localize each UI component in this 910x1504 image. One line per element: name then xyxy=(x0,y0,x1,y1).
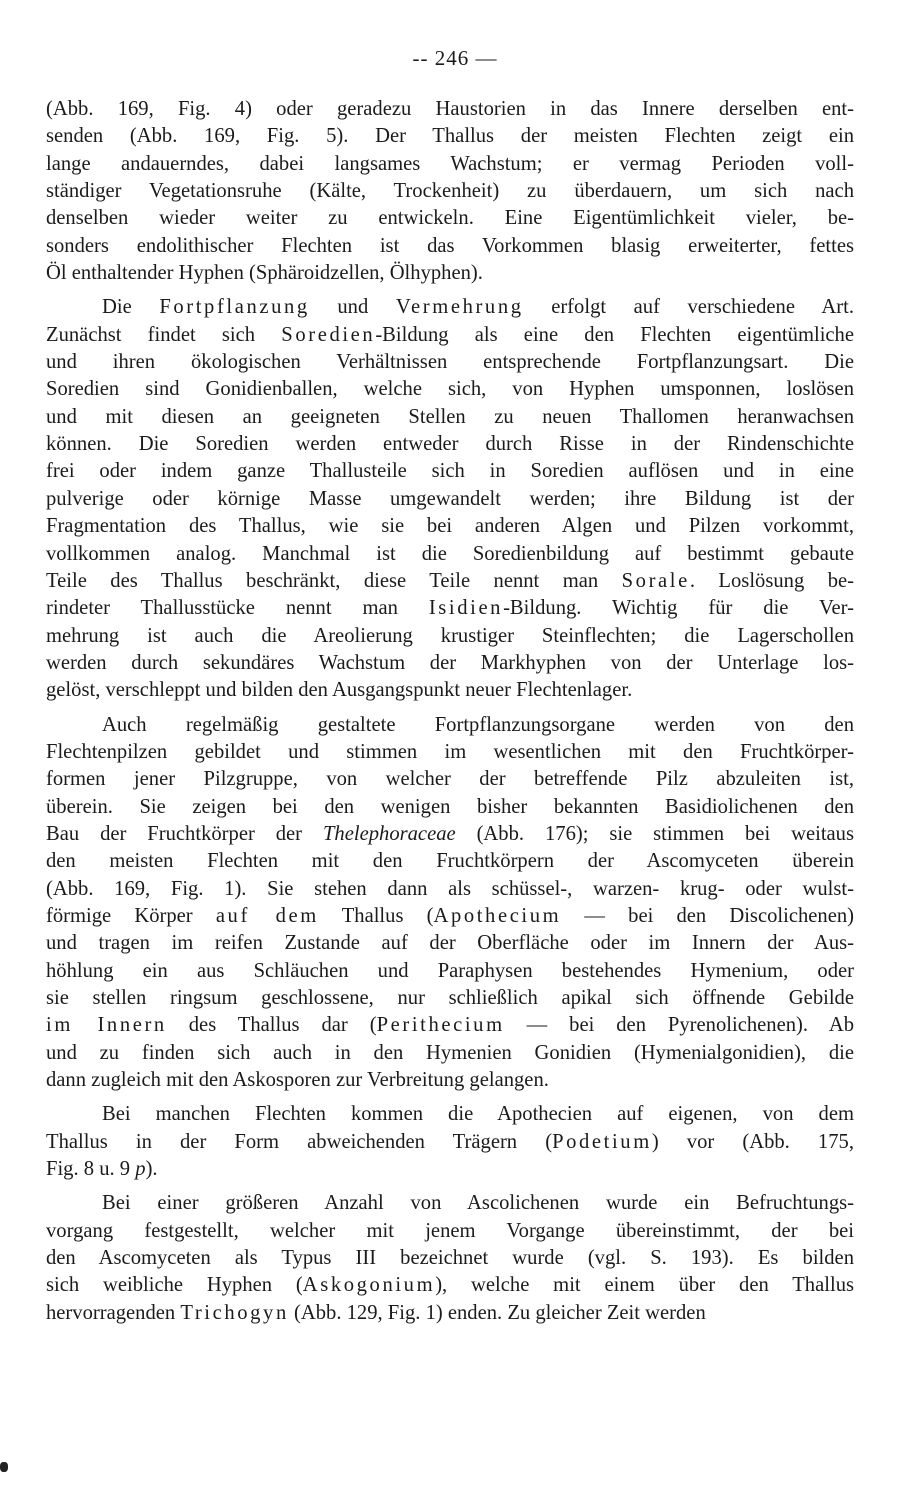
paragraph xyxy=(46,294,854,704)
text-line: Teile des Thallus beschränkt, diese Teile nennt man Sorale. Loslösung be- xyxy=(46,569,854,592)
text-line: senden (Abb. 169, Fig. 5). Der Thallus der meisten Flechten zeigt ein xyxy=(46,125,854,148)
text-line: Soredien sind Gonidienballen, welche sich, von Hyphen umsponnen, loslösen xyxy=(46,378,854,401)
text-line: den Ascomyceten als Typus III bezeichnet wurde (vgl. S. 193). Es bilden xyxy=(46,1247,854,1270)
text-line: formen jener Pilzgruppe, von welcher der betreffende Pilz abzuleiten ist, xyxy=(46,768,854,791)
emphasized-term: auf dem xyxy=(215,904,319,927)
emphasized-term: Perithecium xyxy=(376,1014,505,1037)
text-line: Öl enthaltender Hyphen (Sphäroidzellen, Ölhyphen). xyxy=(46,262,483,285)
text-line: im Innern des Thallus dar (Perithecium — bei den Pyrenolichenen). Ab xyxy=(46,1014,854,1037)
text-line: lange andauerndes, dabei langsames Wachstum; er vermag Perioden voll- xyxy=(46,152,854,175)
text-line: (Abb. 169, Fig. 1). Sie stehen dann als schüssel-, warzen- krug- oder wulst- xyxy=(46,877,854,900)
text-line: höhlung ein aus Schläuchen und Paraphysen bestehendes Hymenium, oder xyxy=(46,959,854,982)
text-line: sonders endolithischer Flechten ist das Vorkommen blasig erweiterter, fettes xyxy=(46,234,854,257)
text-line: den meisten Flechten mit den Fruchtkörpern der Ascomyceten überein xyxy=(46,850,854,873)
emphasized-term: Trichogyn xyxy=(180,1301,289,1324)
paragraph xyxy=(46,96,854,287)
text-line: Die Fortpflanzung und Vermehrung erfolgt auf verschiedene Art. xyxy=(102,296,854,319)
text-line: überein. Sie zeigen bei den wenigen bisher bekannten Basidiolichenen den xyxy=(46,795,854,818)
emphasized-term: im Innern xyxy=(46,1014,167,1037)
text-line: (Abb. 169, Fig. 4) oder geradezu Haustorien in das Innere derselben ent- xyxy=(46,98,854,120)
text-line: Zunächst findet sich Soredien-Bildung als eine den Flechten eigentümliche xyxy=(46,323,854,346)
text-line: und mit diesen an geeigneten Stellen zu neuen Thallomen heranwachsen xyxy=(46,405,854,428)
emphasized-term: Sorale xyxy=(621,569,690,592)
emphasized-term: Podetium xyxy=(552,1130,652,1153)
text-line: hervorragenden Trichogyn (Abb. 129, Fig. 1) enden. Zu gleicher Zeit werden xyxy=(46,1301,706,1324)
text-line: Thallus in der Form abweichenden Trägern (Podetium) vor (Abb. 175, xyxy=(46,1130,854,1153)
italic-term: p xyxy=(135,1158,146,1181)
text-line: frei oder indem ganze Thallusteile sich in Soredien auflösen und in eine xyxy=(46,460,854,483)
text-line: Fragmentation des Thallus, wie sie bei anderen Algen und Pilzen vorkommt, xyxy=(46,515,854,538)
text-line: vollkommen analog. Manchmal ist die Soredienbildung auf bestimmt gebaute xyxy=(46,542,854,565)
text-line: mehrung ist auch die Areolierung krustiger Steinflechten; die Lagerschollen xyxy=(46,624,854,647)
scan-speck xyxy=(0,1462,8,1472)
paragraph xyxy=(46,1101,854,1183)
emphasized-term: Isidien xyxy=(428,597,504,620)
text-line: sich weibliche Hyphen (Askogonium), welche mit einem über den Thallus xyxy=(46,1274,854,1297)
text-line: vorgang festgestellt, welcher mit jenem Vorgange übereinstimmt, der bei xyxy=(46,1219,854,1242)
text-line: dann zugleich mit den Askosporen zur Verbreitung gelangen. xyxy=(46,1069,549,1092)
text-line: Bei manchen Flechten kommen die Apothecien auf eigenen, von dem xyxy=(102,1103,854,1126)
emphasized-term: Askogonium xyxy=(302,1274,436,1297)
text-line: Fig. 8 u. 9 p). xyxy=(46,1158,158,1181)
text-line: denselben wieder weiter zu entwickeln. Eine Eigentümlichkeit vieler, be- xyxy=(46,207,854,230)
text-line: Bei einer größeren Anzahl von Ascolichenen wurde ein Befruchtungs- xyxy=(102,1192,854,1215)
text-line: ständiger Vegetationsruhe (Kälte, Trockenheit) zu überdauern, um sich nach xyxy=(46,180,854,203)
body-text xyxy=(46,96,854,1327)
paragraph xyxy=(46,1190,854,1327)
text-line: Bau der Fruchtkörper der Thelephoraceae (Abb. 176); sie stimmen bei weitaus xyxy=(46,822,854,845)
emphasized-term: Apothecium xyxy=(433,904,562,927)
text-line: und tragen im reifen Zustande auf der Oberfläche oder im Innern der Aus- xyxy=(46,932,854,955)
text-line: Flechtenpilzen gebildet und stimmen im wesentlichen mit den Fruchtkörper- xyxy=(46,740,854,763)
paragraph xyxy=(46,712,854,1095)
text-line: rindeter Thallusstücke nennt man Isidien-Bildung. Wichtig für die Ver- xyxy=(46,597,854,620)
text-line: Auch regelmäßig gestaltete Fortpflanzungsorgane werden von den xyxy=(102,713,854,736)
text-line: pulverige oder körnige Masse umgewandelt werden; ihre Bildung ist der xyxy=(46,487,854,510)
emphasized-term: Soredien xyxy=(281,323,376,346)
text-line: können. Die Soredien werden entweder durch Risse in der Rindenschichte xyxy=(46,433,854,456)
text-line: gelöst, verschleppt und bilden den Ausgangspunkt neuer Flechtenlager. xyxy=(46,679,633,702)
emphasized-term: Vermehrung xyxy=(395,296,524,319)
text-line: und ihren ökologischen Verhältnissen entsprechende Fortpflanzungsart. Die xyxy=(46,351,854,374)
page-number: -- 246 — xyxy=(412,46,498,70)
text-line: sie stellen ringsum geschlossene, nur schließlich apikal sich öffnende Gebilde xyxy=(46,987,854,1009)
emphasized-term: Fortpflanzung xyxy=(159,296,310,319)
text-line: förmige Körper auf dem Thallus (Apothecium — bei den Discolichenen) xyxy=(46,904,854,927)
text-line: werden durch sekundäres Wachstum der Markhyphen von der Unterlage los- xyxy=(46,651,854,674)
text-line: und zu finden sich auch in den Hymenien Gonidien (Hymenialgonidien), die xyxy=(46,1041,854,1064)
italic-term: Thelephoraceae xyxy=(322,822,456,845)
